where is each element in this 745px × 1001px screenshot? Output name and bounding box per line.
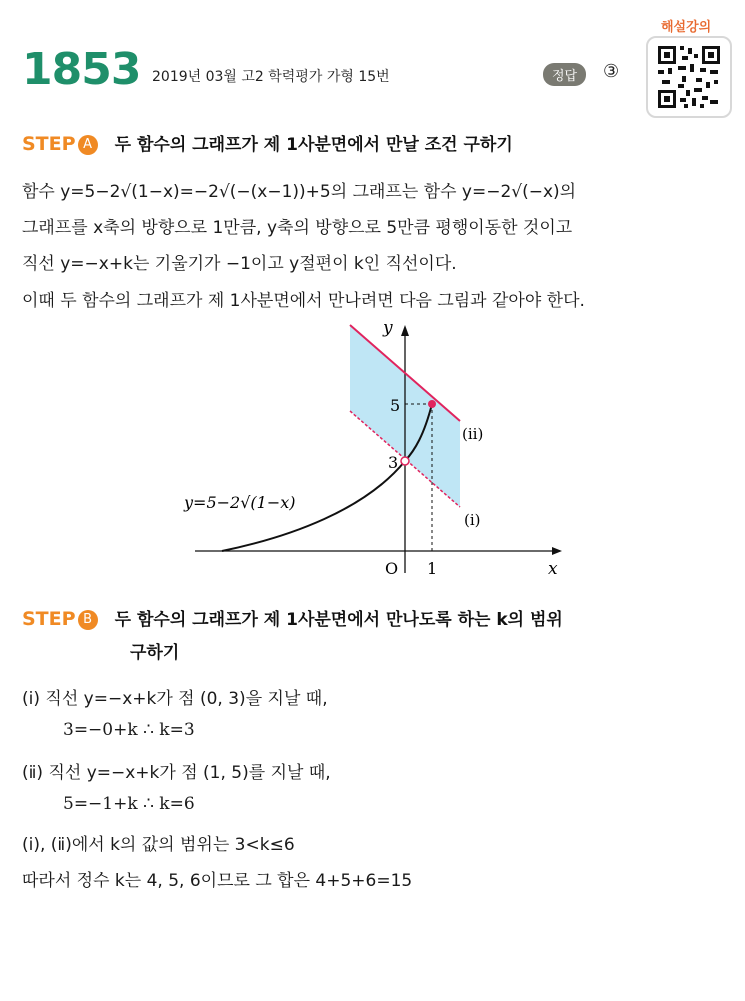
step-b-line-5: (ⅰ), (ⅱ)에서 k의 값의 범위는 3<k≤6: [22, 835, 295, 855]
problem-source: 2019년 03월 고2 학력평가 가형 15번: [152, 69, 390, 85]
step-a-letter: A: [78, 135, 98, 155]
origin-label: O: [385, 559, 399, 578]
point-0-3: [401, 457, 409, 465]
step-a-line-4: 이때 두 함수의 그래프가 제 1사분면에서 만나려면 다음 그림과 같아야 한다.: [22, 291, 585, 311]
step-a-heading: [22, 130, 513, 155]
step-b-label: STEP: [22, 608, 76, 630]
y-tick-3: 3: [388, 453, 399, 472]
function-graph: [170, 315, 590, 580]
lecture-label: 해설강의: [661, 20, 712, 35]
x-axis-arrow: [552, 547, 562, 555]
y-axis-arrow: [401, 325, 409, 336]
qr-code-link[interactable]: [646, 36, 732, 118]
answer-value: ③: [603, 61, 620, 82]
step-b-line-1: (ⅰ) 직선 y=−x+k가 점 (0, 3)을 지날 때,: [22, 689, 328, 709]
step-a-label: STEP: [22, 133, 76, 155]
axis-y-label: y: [383, 318, 393, 338]
x-tick-1: 1: [427, 559, 438, 578]
step-b-title-1: 두 함수의 그래프가 제 1사분면에서 만나도록 하는 k의 범위: [114, 610, 563, 630]
y-tick-5: 5: [390, 396, 401, 415]
step-a-title: 두 함수의 그래프가 제 1사분면에서 만날 조건 구하기: [114, 135, 513, 155]
step-b-heading: [22, 605, 563, 630]
step-b-line-6: 따라서 정수 k는 4, 5, 6이므로 그 합은 4+5+6=15: [22, 871, 413, 891]
step-a-line-2: 그래프를 x축의 방향으로 1만큼, y축의 방향으로 5만큼 평행이동한 것이고: [22, 218, 573, 238]
problem-number: 1853: [22, 44, 141, 95]
answer-badge: 정답: [543, 63, 586, 86]
qr-code-icon: [648, 38, 730, 116]
step-b-title-2: 구하기: [130, 643, 180, 663]
step-a-line-1: 함수 y=5−2√(1−x)=−2√(−(x−1))+5의 그래프는 함수 y=−2√(−x)의: [22, 182, 577, 202]
step-b-line-2: 3=−0+k ∴ k=3: [63, 720, 195, 740]
point-1-5: [428, 400, 436, 408]
step-b-line-4: 5=−1+k ∴ k=6: [63, 794, 195, 814]
curve-label: y=5−2√(1−x): [184, 493, 296, 512]
line-i-label: (ⅰ): [464, 511, 481, 529]
line-ii-label: (ⅱ): [462, 425, 484, 443]
step-b-line-3: (ⅱ) 직선 y=−x+k가 점 (1, 5)를 지날 때,: [22, 763, 331, 783]
step-a-line-3: 직선 y=−x+k는 기울기가 −1이고 y절편이 k인 직선이다.: [22, 254, 457, 274]
step-b-letter: B: [78, 610, 98, 630]
axis-x-label: x: [548, 559, 558, 579]
